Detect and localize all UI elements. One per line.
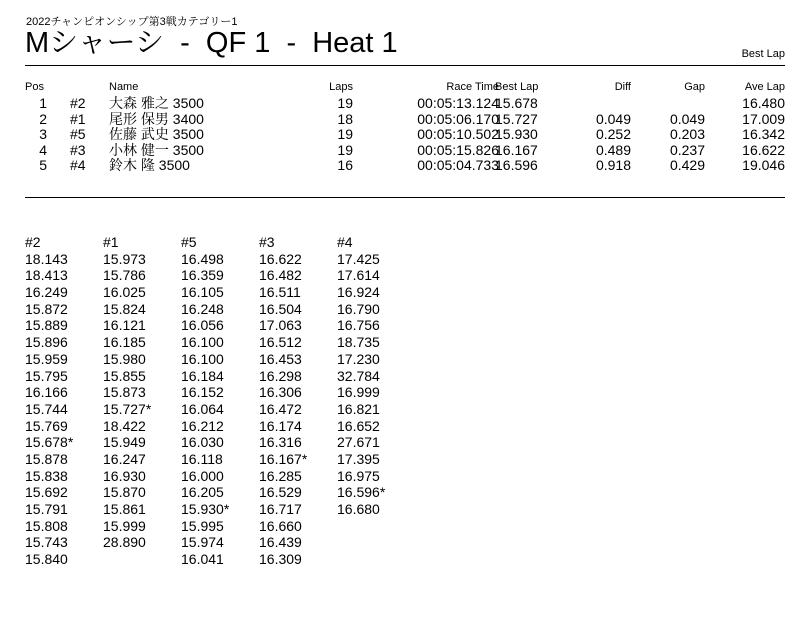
lap-time: 16.285 [259, 467, 302, 484]
lap-time: 28.890 [103, 534, 146, 551]
lap-time: 27.671 [337, 434, 380, 451]
header-ave-lap: Ave Lap [744, 81, 785, 93]
result-pos: 3 [39, 126, 47, 142]
lap-time: 16.316 [259, 434, 302, 451]
lap-time: 16.756 [337, 317, 380, 334]
series-name: 2022チャンピオンシップ第3戦カテゴリー1 [26, 16, 238, 28]
header-best-lap: Best Lap [495, 81, 539, 93]
page-title: Mシャーシ - QF 1 - Heat 1 [25, 27, 398, 59]
lap-time: 15.791 [25, 501, 68, 517]
lap-time: 32.784 [337, 367, 380, 384]
lap-time: 15.840 [25, 551, 68, 568]
result-diff: 0.489 [595, 141, 631, 158]
lap-time: 16.652 [337, 417, 380, 434]
result-diff: 0.049 [595, 110, 631, 127]
lap-time: 17.063 [259, 317, 302, 334]
lap-time: 15.855 [103, 367, 146, 384]
lap-time: 16.498 [181, 250, 224, 267]
lap-time: 15.861 [103, 501, 146, 517]
result-pos: 5 [39, 157, 47, 173]
lap-time: 15.744 [25, 400, 68, 417]
result-gap: 0.203 [669, 126, 705, 142]
lap-time: 16.512 [259, 334, 302, 351]
lap-time: 15.959 [25, 350, 68, 367]
table-row [25, 143, 785, 159]
header-name: Name [109, 81, 139, 93]
result-laps: 19 [337, 141, 353, 158]
lap-time: 16.453 [259, 350, 302, 367]
lap-time: 16.205 [181, 484, 224, 501]
result-gap: 0.237 [669, 141, 705, 158]
lap-time: 16.167* [259, 450, 308, 467]
lap-time: 17.614 [337, 267, 380, 284]
result-race-time: 00:05:15.826 [417, 141, 499, 158]
lap-time: 16.105 [181, 284, 224, 301]
result-best-lap: 15.930 [495, 126, 538, 142]
lap-time: 15.873 [103, 384, 146, 401]
lap-time: 16.306 [259, 384, 302, 401]
result-best-lap: 16.596 [495, 157, 538, 173]
result-laps: 16 [337, 157, 353, 173]
result-best-lap: 15.727 [495, 110, 538, 127]
lap-time: 15.949 [103, 434, 146, 451]
lap-column-car-number: #2 [25, 234, 41, 250]
lap-time: 16.298 [259, 367, 302, 384]
lap-time: 16.439 [259, 534, 302, 551]
result-race-time: 00:05:13.124 [417, 95, 499, 111]
result-gap: 0.049 [669, 110, 705, 127]
result-ave-lap: 16.342 [742, 126, 785, 142]
lap-time: 16.174 [259, 417, 302, 434]
lap-time: 18.413 [25, 267, 68, 284]
lap-time: 16.152 [181, 384, 224, 401]
lap-time: 16.041 [181, 551, 224, 568]
lap-time: 16.790 [337, 300, 380, 317]
header-diff: Diff [614, 81, 631, 93]
lap-time: 17.425 [337, 250, 380, 267]
result-pos: 1 [39, 95, 47, 111]
lap-time: 15.838 [25, 467, 68, 484]
table-row [25, 112, 785, 128]
lap-time: 17.230 [337, 350, 380, 367]
result-ave-lap: 19.046 [742, 157, 785, 173]
lap-time: 16.025 [103, 284, 146, 301]
lap-time: 16.660 [259, 517, 302, 534]
lap-column [25, 234, 101, 568]
lap-time: 16.930 [103, 467, 146, 484]
lap-time: 15.999 [103, 517, 146, 534]
lap-time: 18.143 [25, 250, 68, 267]
result-race-time: 00:05:06.170 [417, 110, 499, 127]
result-ave-lap: 16.622 [742, 141, 785, 158]
lap-time: 15.878 [25, 450, 68, 467]
header-pos: Pos [25, 81, 44, 93]
results-table [25, 81, 785, 174]
lap-time: 15.930* [181, 501, 230, 517]
lap-time: 15.727* [103, 400, 152, 417]
lap-time: 15.973 [103, 250, 146, 267]
best-lap-label: Best Lap [741, 48, 785, 60]
result-pos: 2 [39, 110, 47, 127]
lap-time: 16.309 [259, 551, 302, 568]
result-diff: 0.252 [595, 126, 631, 142]
lap-time: 15.692 [25, 484, 68, 501]
lap-column-car-number: #5 [181, 234, 197, 250]
lap-time: 16.212 [181, 417, 224, 434]
result-car-number: #5 [70, 126, 86, 142]
lap-time: 15.974 [181, 534, 224, 551]
result-laps: 19 [337, 126, 353, 142]
header-divider [25, 65, 785, 66]
lap-time: 17.395 [337, 450, 380, 467]
lap-time: 15.824 [103, 300, 146, 317]
lap-time: 16.622 [259, 250, 302, 267]
lap-time: 16.511 [259, 284, 301, 301]
lap-time: 16.975 [337, 467, 380, 484]
lap-column [337, 234, 413, 518]
lap-time: 16.100 [181, 334, 224, 351]
result-ave-lap: 17.009 [742, 110, 785, 127]
lap-time: 15.995 [181, 517, 224, 534]
lap-time: 16.185 [103, 334, 146, 351]
result-car-number: #3 [70, 141, 86, 158]
header-laps: Laps [329, 81, 353, 93]
header-gap: Gap [684, 81, 705, 93]
lap-time: 16.504 [259, 300, 302, 317]
result-gap: 0.429 [669, 157, 705, 173]
result-driver-name: 鈴木 隆 3500 [109, 157, 190, 173]
lap-time: 16.924 [337, 284, 380, 301]
result-ave-lap: 16.480 [742, 95, 785, 111]
lap-time: 18.422 [103, 417, 146, 434]
lap-time: 16.121 [103, 317, 146, 334]
result-driver-name: 佐藤 武史 3500 [109, 126, 204, 142]
lap-time: 16.529 [259, 484, 302, 501]
result-driver-name: 大森 雅之 3500 [109, 95, 204, 111]
result-diff: 0.918 [595, 157, 631, 173]
lap-time: 16.118 [181, 450, 223, 467]
result-car-number: #4 [70, 157, 86, 173]
result-race-time: 00:05:10.502 [417, 126, 499, 142]
lap-time: 16.717 [259, 501, 302, 517]
result-car-number: #2 [70, 95, 86, 111]
lap-time: 16.030 [181, 434, 224, 451]
lap-time: 15.786 [103, 267, 146, 284]
lap-column [259, 234, 335, 568]
lap-time: 16.359 [181, 267, 224, 284]
lap-time: 16.249 [25, 284, 68, 301]
lap-time: 15.980 [103, 350, 146, 367]
lap-column [181, 234, 257, 568]
lap-time: 15.872 [25, 300, 68, 317]
table-row [25, 96, 785, 112]
result-laps: 19 [337, 95, 353, 111]
header-race-time: Race Time [446, 81, 499, 93]
lap-column-car-number: #4 [337, 234, 353, 250]
lap-time: 15.808 [25, 517, 68, 534]
results-header-row [25, 81, 785, 96]
result-race-time: 00:05:04.733 [417, 157, 499, 173]
lap-time: 16.248 [181, 300, 224, 317]
lap-time: 15.870 [103, 484, 146, 501]
result-laps: 18 [337, 110, 353, 127]
result-best-lap: 16.167 [495, 141, 538, 158]
table-row [25, 127, 785, 143]
lap-time: 15.896 [25, 334, 68, 351]
lap-time: 16.596* [337, 484, 386, 501]
table-row [25, 158, 785, 174]
lap-time: 16.680 [337, 501, 380, 517]
result-best-lap: 15.678 [495, 95, 538, 111]
lap-time: 15.889 [25, 317, 68, 334]
lap-time: 16.064 [181, 400, 224, 417]
lap-time: 16.999 [337, 384, 380, 401]
lap-time: 16.472 [259, 400, 302, 417]
lap-column [103, 234, 179, 551]
lap-column-car-number: #1 [103, 234, 119, 250]
lap-time: 16.821 [337, 400, 380, 417]
lap-time: 18.735 [337, 334, 380, 351]
result-car-number: #1 [70, 110, 86, 127]
lap-time: 16.100 [181, 350, 224, 367]
result-driver-name: 尾形 保男 3400 [109, 110, 204, 127]
lap-time: 15.769 [25, 417, 68, 434]
lap-time: 16.056 [181, 317, 224, 334]
result-pos: 4 [39, 141, 47, 158]
lap-time: 15.795 [25, 367, 68, 384]
lap-time: 16.000 [181, 467, 224, 484]
results-divider [25, 197, 785, 198]
result-driver-name: 小林 健一 3500 [109, 141, 204, 158]
lap-time: 16.482 [259, 267, 302, 284]
lap-time: 16.247 [103, 450, 146, 467]
lap-time: 16.166 [25, 384, 68, 401]
lap-time: 15.743 [25, 534, 68, 551]
lap-time: 16.184 [181, 367, 224, 384]
lap-column-car-number: #3 [259, 234, 275, 250]
lap-time: 15.678* [25, 434, 74, 451]
